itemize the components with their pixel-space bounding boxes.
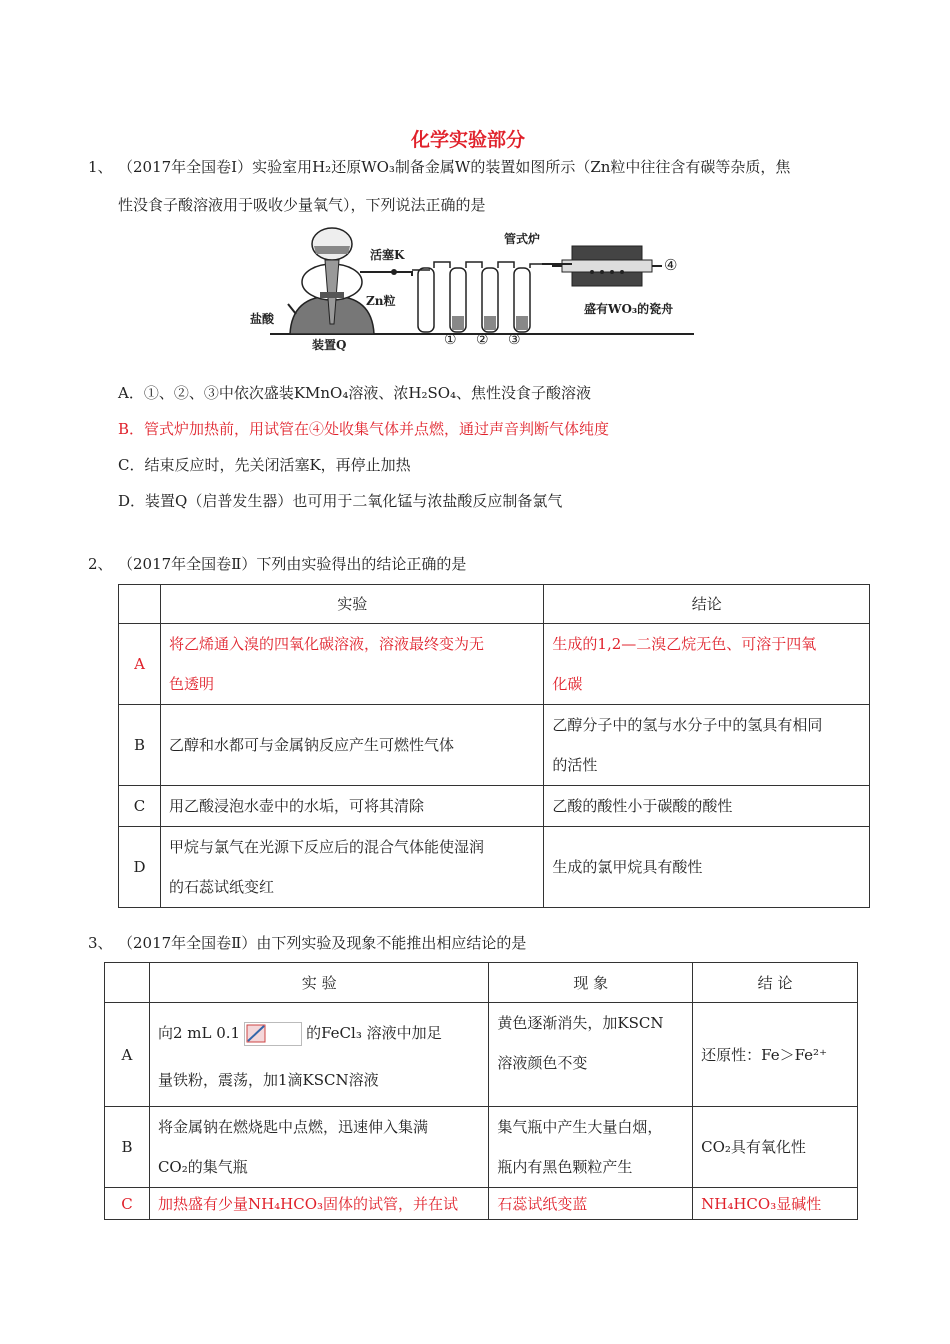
furnace-label: 管式炉 xyxy=(504,232,541,246)
tube1-label: ① xyxy=(444,332,457,348)
experiment-line: 的石蕊试纸变红 xyxy=(168,878,274,896)
experiment-cell: 用乙酸浸泡水壶中的水垢，可将其清除 xyxy=(160,786,543,827)
header-blank xyxy=(105,963,150,1003)
q1-option-d: D．装置Q（启普发生器）也可用于二氧化锰与浓盐酸反应制备氯气 xyxy=(118,492,563,510)
header-blank xyxy=(119,585,161,624)
conclusion-line: 的活性 xyxy=(552,756,598,774)
valve-label: 活塞K xyxy=(370,248,405,262)
row-label: D xyxy=(119,827,161,908)
phenomenon-cell: 石蕊试纸变蓝 xyxy=(489,1188,693,1220)
experiment-text: 的FeCl₃ 溶液中加足 xyxy=(306,1023,442,1042)
header-phenomenon: 现 象 xyxy=(489,963,693,1003)
experiment-text: 向2 mL 0.1 xyxy=(157,1023,241,1042)
conclusion-cell: 乙酸的酸性小于碳酸的酸性 xyxy=(544,786,870,827)
table-row xyxy=(119,705,870,786)
row-label: C xyxy=(105,1188,150,1220)
acid-label: 盐酸 xyxy=(250,312,275,326)
table-row xyxy=(119,827,870,908)
conclusion-line: 化碳 xyxy=(552,675,583,693)
table-row xyxy=(119,786,870,827)
q2-table xyxy=(118,584,870,908)
page-title: 化学实验部分 xyxy=(411,129,526,151)
q1-option-a: A．①、②、③中依次盛装KMnO₄溶液、浓H₂SO₄、焦性没食子酸溶液 xyxy=(118,384,592,402)
table-row xyxy=(119,624,870,705)
row-label: C xyxy=(119,786,161,827)
tube2-label: ② xyxy=(476,332,489,348)
header-conclusion: 结 论 xyxy=(693,963,858,1003)
experiment-line: 量铁粉，震荡，加1滴KSCN溶液 xyxy=(157,1070,379,1089)
q1-option-c: C．结束反应时，先关闭活塞K，再停止加热 xyxy=(118,456,411,474)
q2-number: 2、 xyxy=(88,555,113,573)
q2-stem: （2017年全国卷Ⅱ）下列由实验得出的结论正确的是 xyxy=(118,555,467,573)
experiment-line: 甲烷与氯气在光源下反应后的混合气体能使湿润 xyxy=(168,838,484,856)
table-header-row xyxy=(119,585,870,624)
outlet-label: ④ xyxy=(664,256,678,274)
table-row xyxy=(105,1107,858,1188)
experiment-cell: 乙醇和水都可与金属钠反应产生可燃性气体 xyxy=(160,705,543,786)
phenomenon-line: 溶液颜色不变 xyxy=(497,1054,588,1072)
experiment-line: 将乙烯通入溴的四氧化碳溶液，溶液最终变为无 xyxy=(168,635,484,653)
header-experiment: 实 验 xyxy=(149,963,488,1003)
table-row xyxy=(105,1003,858,1107)
device-q-label: 装置Q xyxy=(312,338,347,352)
conclusion-cell: 生成的氯甲烷具有酸性 xyxy=(544,827,870,908)
q1-option-b: B．管式炉加热前，用试管在④处收集气体并点燃，通过声音判断气体纯度 xyxy=(118,420,610,438)
phenomenon-line: 集气瓶中产生大量白烟， xyxy=(497,1118,663,1136)
row-label: A xyxy=(119,624,161,705)
experiment-line: 将金属钠在燃烧匙中点燃，迅速伸入集满 xyxy=(157,1118,428,1136)
q1-stem-line2: 性没食子酸溶液用于吸收少量氧气），下列说法正确的是 xyxy=(118,196,486,214)
experiment-line xyxy=(158,1008,480,1058)
boat-label: 盛有WO₃的瓷舟 xyxy=(584,302,674,316)
header-experiment: 实验 xyxy=(160,585,543,624)
experiment-line: CO₂的集气瓶 xyxy=(157,1158,248,1176)
conclusion-line: 乙醇分子中的氢与水分子中的氢具有相同 xyxy=(552,716,823,734)
row-label: B xyxy=(119,705,161,786)
q3-number: 3、 xyxy=(88,934,113,952)
q3-stem: （2017年全国卷Ⅱ）由下列实验及现象不能推出相应结论的是 xyxy=(118,934,527,952)
table-header-row xyxy=(105,963,858,1003)
q3-table xyxy=(104,962,858,1220)
experiment-line: 色透明 xyxy=(168,675,214,693)
zn-label: Zn粒 xyxy=(366,294,396,308)
conclusion-cell: NH₄HCO₃显碱性 xyxy=(693,1188,858,1220)
conclusion-cell: 还原性：Fe＞Fe²⁺ xyxy=(693,1003,858,1107)
q1-stem-line1: （2017年全国卷Ⅰ）实验室用H₂还原WO₃制备金属W的装置如图所示（Zn粒中往往含有碳等杂质，焦 xyxy=(118,158,791,176)
q1-number: 1、 xyxy=(88,158,113,176)
experiment-cell: 加热盛有少量NH₄HCO₃固体的试管，并在试 xyxy=(149,1188,488,1220)
table-row xyxy=(105,1188,858,1220)
broken-image-icon xyxy=(244,1022,302,1046)
phenomenon-line: 瓶内有黑色颗粒产生 xyxy=(497,1158,633,1176)
conclusion-line: 生成的1,2—二溴乙烷无色、可溶于四氧 xyxy=(552,635,817,653)
header-conclusion: 结论 xyxy=(544,585,870,624)
phenomenon-line: 黄色逐渐消失，加KSCN xyxy=(497,1014,664,1032)
apparatus-figure xyxy=(250,224,702,354)
row-label: A xyxy=(105,1003,150,1107)
tube3-label: ③ xyxy=(508,332,521,348)
row-label: B xyxy=(105,1107,150,1188)
conclusion-cell: CO₂具有氧化性 xyxy=(693,1107,858,1188)
